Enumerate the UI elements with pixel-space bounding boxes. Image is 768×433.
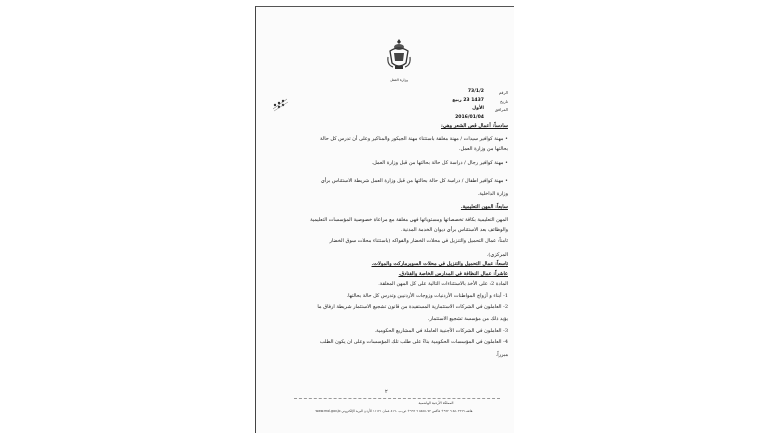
body-line: مبرراً. bbox=[495, 352, 508, 358]
body-line: 1- أبناء و أزواج المواطنات الأردنيات وزوجات الأردنيين وتدرس كل حالة بحالتها. bbox=[346, 293, 508, 299]
coat-of-arms-icon bbox=[386, 37, 412, 71]
body-line: المهن التعليمية بكافة تخصصاتها ومستوياتها فهي مغلقة مع مراعاة خصوصية المؤسسات التعليمية bbox=[310, 217, 508, 223]
page-number: ٢ bbox=[385, 389, 388, 395]
ref-label: الرقم bbox=[498, 90, 508, 95]
footer-department: المملكة الأردنية الهاشمية bbox=[418, 401, 454, 405]
body-line: والوظائف بعد الاستئناس برأي ديوان الخدمة المدنية. bbox=[401, 227, 508, 233]
body-line: المادة 2: على الأخذ بالاستثناءات التالية على كل المهن المغلقة. bbox=[378, 281, 508, 287]
body-line: 2- العاملون في الشركات الاستثمارية المستفيدة من قانون تشجيع الاستثمار شريطة ارفاق ما bbox=[317, 304, 508, 310]
gregorian-date: 2016/01/04 bbox=[455, 114, 484, 120]
body-line: 3- العاملون في الشركات الأجنبية العاملة في المشاريع الحكومية. bbox=[374, 328, 508, 334]
body-line: وزارة الداخلية. bbox=[477, 191, 508, 197]
footer-address: هاتف ٥٨٠٢٦٦٦ ٦ ٩٦٢+ فاكس ٥٨٥٥٠٧٢ ٦ ٩٦٢+ ص.ب ٨١٦٠ عمان ١١١٢١ الأردن البريد الإلكتروني www.mol.gov.jo bbox=[315, 409, 473, 413]
body-line: ثامناً: عمال التحميل والتنزيل في محلات الخضار والفواكه (باستثناء محلات سوق الخضار bbox=[329, 238, 508, 244]
hijri-date: 1437 23 ربيع الأول bbox=[452, 97, 484, 112]
document-page bbox=[255, 6, 514, 433]
body-line: تاسعاً: عمال التحميل والتنزيل في محلات السوبرماركت والمولات. bbox=[371, 261, 508, 267]
body-line: • مهنة كوافير اطفال / دراسة كل حالة بحالتها من قبل وزارة العمل شريطة الاستئناس برأي bbox=[320, 178, 508, 184]
reference-values bbox=[452, 88, 484, 122]
logo-stamp bbox=[270, 93, 290, 113]
body-line: بحالتها من وزارة العمل. bbox=[458, 146, 508, 152]
body-line: 4- العاملون في المؤسسات الحكومية بناءً على طلب تلك المؤسسات وعلى ان يكون الطلب bbox=[319, 339, 508, 345]
attachments-label: المرافق bbox=[494, 107, 508, 113]
ref-number: 73/1/2 bbox=[467, 89, 484, 94]
reference-labels bbox=[480, 89, 508, 115]
body-line: عاشراً: عمال النظافة في المدارس الخاصة والفنادق. bbox=[398, 271, 508, 277]
body-line: سابعاً: المهن التعليمية. bbox=[460, 204, 508, 210]
body-line: • مهنة كوافير سيدات / مهنة مغلقة باستثناء مهنة الجيكور والمناكير وعلى أن تدرس كل حالة bbox=[320, 136, 508, 142]
footer-divider bbox=[294, 398, 500, 399]
body-line: المركزي). bbox=[486, 252, 508, 258]
body-line: سادساً: أعمال قص الشعر وهي: bbox=[440, 123, 508, 129]
body-line: يؤيد ذلك من مؤسسة تشجيع الاستثمار. bbox=[427, 316, 508, 322]
body-line: • مهنة كوافير رجال / دراسة كل حالة بحالتها من قبل وزارة العمل. bbox=[371, 160, 508, 166]
ministry-name: وزارة العمل bbox=[390, 78, 408, 82]
date-label: تاريخ bbox=[500, 98, 508, 104]
